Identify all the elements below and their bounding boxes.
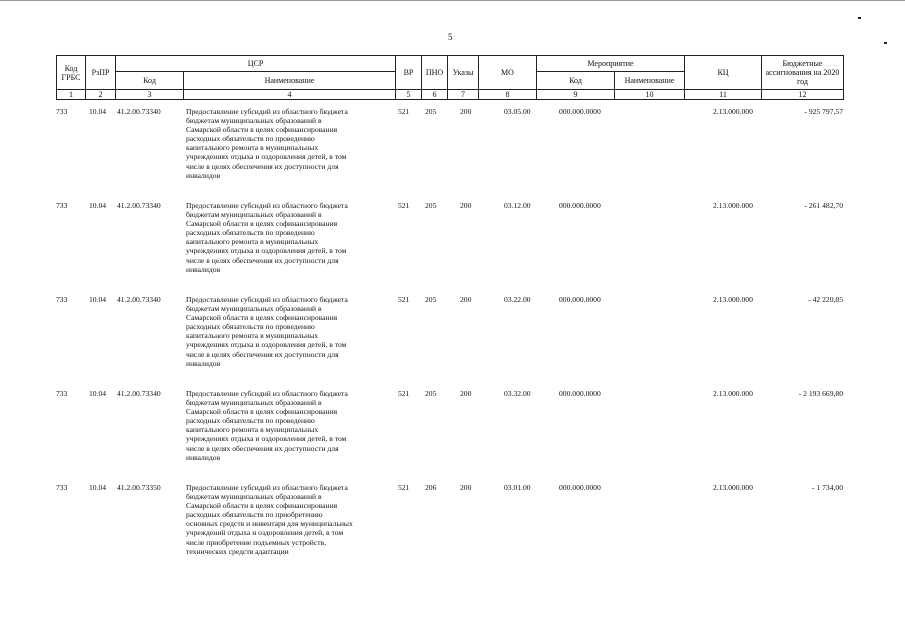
col-number: 1 [57,90,86,100]
col-number: 3 [116,90,184,100]
description-line: учреждений отдыха и оздоровления детей, в том [186,528,344,538]
header-ukazy: Указы [448,56,479,90]
cell-mo: 03.32.00 [504,389,531,398]
row-description [186,483,400,556]
scan-mark [884,42,887,44]
cell-rzpr: 10.04 [89,107,107,116]
cell-grbs: 733 [56,389,68,398]
col-number: 9 [537,90,615,100]
col-number: 12 [762,90,844,100]
description-line: инвалидов [186,358,221,368]
cell-ukazy: 200 [460,201,472,210]
cell-amount: - 42 220,85 [808,295,843,304]
col-number: 7 [448,90,479,100]
cell-pno: 205 [425,389,437,398]
cell-csr: 41.2.00.73340 [117,295,161,304]
description-line: Самарской области в целях софинансирования [186,313,338,323]
header-mer-name: Наименование [615,72,685,90]
description-line: бюджетам муниципальных образований в [186,398,322,408]
col-number: 11 [685,90,762,100]
cell-amount: - 2 193 669,80 [798,389,843,398]
header-vr: ВР [396,56,422,90]
description-line: инвалидов [186,264,221,274]
table-row [56,483,843,577]
col-number: 2 [86,90,116,100]
cell-grbs: 733 [56,295,68,304]
description-line: числе в целях обеспечения их доступности для [186,349,339,359]
cell-csr: 41.2.00.73350 [117,483,161,492]
description-line: числе в целях обеспечения их доступности для [186,161,339,171]
row-description [186,201,400,274]
description-line: инвалидов [186,452,221,462]
cell-mer-kod: 000.000.0000 [559,389,601,398]
cell-vr: 521 [398,107,410,116]
table-body [56,107,843,577]
header-csr-kod: Код [116,72,184,90]
scan-mark [858,17,861,19]
description-line: учреждениях отдыха и оздоровления детей, в том [186,246,347,256]
cell-rzpr: 10.04 [89,295,107,304]
description-line: Самарской области в целях софинансирования [186,219,338,229]
cell-kc: 2.13.000.000 [713,483,753,492]
description-line: капитального ремонта в муниципальных [186,143,319,153]
cell-rzpr: 10.04 [89,483,107,492]
cell-pno: 206 [425,483,437,492]
cell-pno: 205 [425,107,437,116]
table-row [56,107,843,201]
cell-csr: 41.2.00.73340 [117,389,161,398]
top-border-line [0,0,905,1]
cell-ukazy: 200 [460,107,472,116]
header-csr-name: Наименование [184,72,396,90]
cell-grbs: 733 [56,201,68,210]
description-line: Предоставление субсидий из областного бюджета [186,483,348,492]
cell-mer-kod: 000.000.0000 [559,107,601,116]
header-mer-kod: Код [537,72,615,90]
cell-mo: 03.05.00 [504,107,531,116]
table-row [56,295,843,389]
cell-amount: - 925 797,57 [804,107,843,116]
description-line: расходных обязательств по проведению [186,228,315,238]
cell-mo: 03.01.00 [504,483,531,492]
row-description [186,107,400,180]
description-line: расходных обязательств по проведению [186,322,315,332]
page-number: 5 [448,32,453,42]
cell-vr: 521 [398,201,410,210]
cell-kc: 2.13.000.000 [713,107,753,116]
cell-amount: - 261 482,70 [804,201,843,210]
cell-ukazy: 200 [460,483,472,492]
cell-vr: 521 [398,483,410,492]
description-line: учреждениях отдыха и оздоровления детей, в том [186,434,347,444]
header-pno: ПНО [422,56,448,90]
cell-mo: 03.22.00 [504,295,531,304]
row-description [186,389,400,462]
cell-kc: 2.13.000.000 [713,201,753,210]
description-line: бюджетам муниципальных образований в [186,116,322,126]
description-line: числе приобретение подъемных устройств, [186,537,327,547]
description-line: капитального ремонта в муниципальных [186,237,319,247]
header-mo: МО [479,56,537,90]
row-description [186,295,400,368]
cell-rzpr: 10.04 [89,201,107,210]
cell-pno: 205 [425,295,437,304]
cell-grbs: 733 [56,483,68,492]
description-line: капитального ремонта в муниципальных [186,331,319,341]
description-line: учреждениях отдыха и оздоровления детей, в том [186,340,347,350]
header-budget: Бюджетные ассигнования на 2020 год [762,56,844,90]
description-line: бюджетам муниципальных образований в [186,304,322,314]
cell-mo: 03.12.00 [504,201,531,210]
cell-ukazy: 200 [460,389,472,398]
table-row [56,201,843,295]
description-line: капитального ремонта в муниципальных [186,425,319,435]
description-line: Предоставление субсидий из областного бюджета [186,201,348,210]
cell-grbs: 733 [56,107,68,116]
description-line: учреждениях отдыха и оздоровления детей, в том [186,152,347,162]
description-line: расходных обязательств по проведению [186,416,315,426]
description-line: числе в целях обеспечения их доступности для [186,255,339,265]
cell-ukazy: 200 [460,295,472,304]
cell-vr: 521 [398,295,410,304]
cell-kc: 2.13.000.000 [713,389,753,398]
cell-vr: 521 [398,389,410,398]
description-line: Самарской области в целях софинансирования [186,407,338,417]
description-line: Предоставление субсидий из областного бюджета [186,295,348,304]
cell-csr: 41.2.00.73340 [117,107,161,116]
cell-mer-kod: 000.000.0000 [559,295,601,304]
description-line: основных средств и инвентаря для муниципальных [186,519,353,529]
cell-pno: 205 [425,201,437,210]
description-line: Предоставление субсидий из областного бюджета [186,389,348,398]
cell-csr: 41.2.00.73340 [117,201,161,210]
description-line: расходных обязательств по проведению [186,134,315,144]
col-number: 6 [422,90,448,100]
header-kod-grbs: Код ГРБС [57,56,86,90]
cell-kc: 2.13.000.000 [713,295,753,304]
col-number: 4 [184,90,396,100]
col-number: 10 [615,90,685,100]
col-number: 8 [479,90,537,100]
header-kc: КЦ [685,56,762,90]
table-header [56,55,844,100]
description-line: бюджетам муниципальных образований в [186,210,322,220]
cell-mer-kod: 000.000.0000 [559,483,601,492]
description-line: инвалидов [186,170,221,180]
description-line: Самарской области в целях софинансирования [186,501,338,511]
header-csr: ЦСР [116,56,396,72]
cell-mer-kod: 000.000.0000 [559,201,601,210]
cell-amount: - 1 734,00 [811,483,843,492]
description-line: числе в целях обеспечения их доступности для [186,443,339,453]
header-rzpr: РзПР [86,56,116,90]
description-line: Самарской области в целях софинансирования [186,125,338,135]
description-line: бюджетам муниципальных образований в [186,492,322,502]
col-number: 5 [396,90,422,100]
description-line: Предоставление субсидий из областного бюджета [186,107,348,116]
cell-rzpr: 10.04 [89,389,107,398]
table-row [56,389,843,483]
description-line: расходных обязательств по приобретению [186,510,323,520]
header-meropriyatie: Мероприятие [537,56,685,72]
description-line: технических средств адаптации [186,546,289,556]
